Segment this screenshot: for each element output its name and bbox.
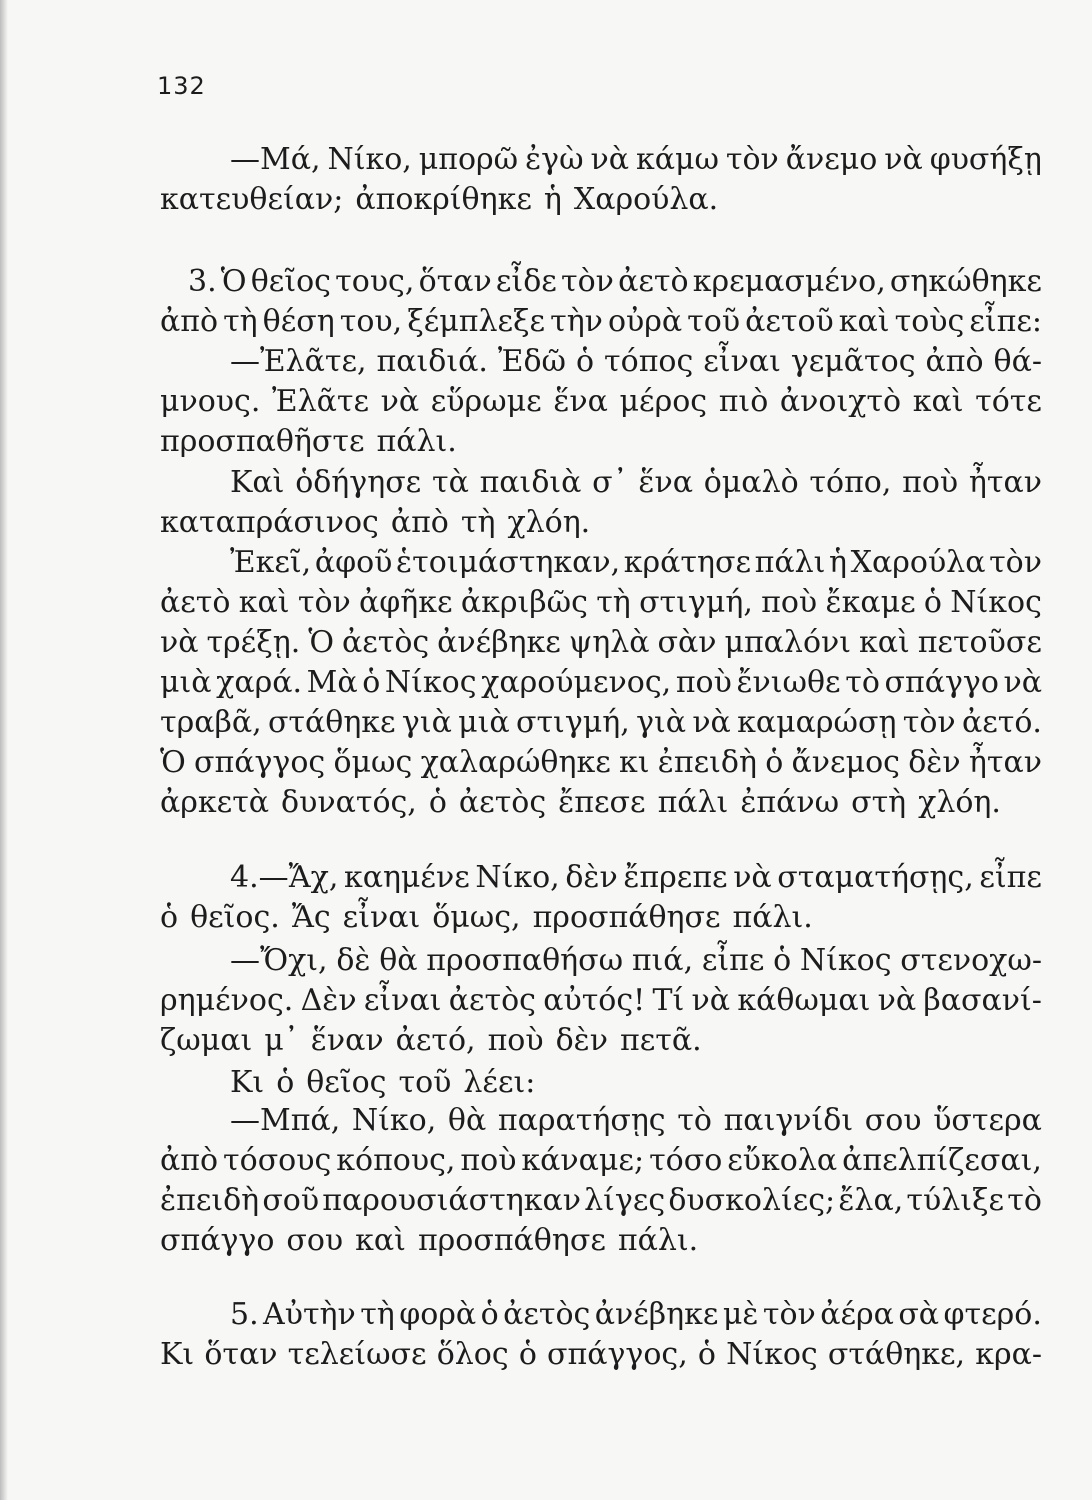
text-line: ἀρκετὰ δυνατός, ὁ ἀετὸς ἔπεσε πάλι ἐπάνω στὴ χλόη. <box>160 785 1001 820</box>
text-line: ἐπειδὴ σοῦ παρουσιάστηκαν λίγες δυσκολίες; ἔλα, τύλιξε τὸ <box>160 1183 1042 1218</box>
text-line: Ὁ σπάγγος ὅμως χαλαρώθηκε κι ἐπειδὴ ὁ ἄνεμος δὲν ἦταν <box>160 745 1042 780</box>
text-line: 3. Ὁ θεῖος τους, ὅταν εἶδε τὸν ἀετὸ κρεμασμένο, σηκώθηκε <box>188 264 1042 299</box>
text-line: 5. Αὐτὴν τὴ φορὰ ὁ ἀετὸς ἀνέβηκε μὲ τὸν ἀέρα σὰ φτερό. <box>230 1297 1042 1332</box>
page-number: 132 <box>157 72 206 100</box>
text-line: —Ἐλᾶτε, παιδιά. Ἐδῶ ὁ τόπος εἶναι γεμᾶτος ἀπὸ θά- <box>230 344 1042 379</box>
text-line: νὰ τρέξῃ. Ὁ ἀετὸς ἀνέβηκε ψηλὰ σὰν μπαλόνι καὶ πετοῦσε <box>160 625 1042 660</box>
paragraph-p9 <box>160 1295 1042 1375</box>
text-line: —Ὄχι, δὲ θὰ προσπαθήσω πιά, εἶπε ὁ Νίκος στενοχω- <box>230 943 1042 978</box>
text-line: ἀπὸ τόσους κόπους, ποὺ κάναμε; τόσο εὔκολα ἀπελπίζεσαι, <box>160 1143 1042 1178</box>
text-line: —Μπά, Νίκο, θὰ παρατήσῃς τὸ παιγνίδι σου ὕστερα <box>230 1103 1042 1138</box>
text-line: Κι ὁ θεῖος τοῦ λέει: <box>230 1065 536 1100</box>
text-line: 4.—Ἄχ, καημένε Νίκο, δὲν ἔπρεπε νὰ σταματήσῃς, εἶπε <box>230 860 1042 895</box>
paragraph-p3 <box>160 463 1042 543</box>
paragraph-p1 <box>160 140 1042 220</box>
text-line: ἀετὸ καὶ τὸν ἀφῆκε ἀκριβῶς τὴ στιγμή, ποὺ ἔκαμε ὁ Νίκος <box>160 585 1042 620</box>
text-line: τραβᾶ, στάθηκε γιὰ μιὰ στιγμή, γιὰ νὰ καμαρώσῃ τὸν ἀετό. <box>160 705 1042 740</box>
text-line: Καὶ ὁδήγησε τὰ παιδιὰ σ᾽ ἕνα ὁμαλὸ τόπο, ποὺ ἦταν <box>230 465 1042 500</box>
text-line: σπάγγο σου καὶ προσπάθησε πάλι. <box>160 1223 699 1258</box>
paragraph-p2 <box>160 262 1042 462</box>
paragraph-p6 <box>160 941 1042 1061</box>
paragraph-p7 <box>160 1063 1042 1103</box>
text-line: —Μά, Νίκο, μπορῶ ἐγὼ νὰ κάμω τὸν ἄνεμο νὰ φυσήξῃ <box>230 142 1042 177</box>
text-line: μνους. Ἐλᾶτε νὰ εὕρωμε ἕνα μέρος πιὸ ἀνοιχτὸ καὶ τότε <box>160 384 1042 419</box>
text-line: Ἐκεῖ, ἀφοῦ ἑτοιμάστηκαν, κράτησε πάλι ἡ Χαρούλα τὸν <box>230 545 1042 580</box>
text-line: προσπαθῆστε πάλι. <box>160 424 457 459</box>
text-line: ζωμαι μ᾽ ἕναν ἀετό, ποὺ δὲν πετᾶ. <box>160 1023 702 1058</box>
paragraph-p8 <box>160 1101 1042 1261</box>
paragraph-p5 <box>160 858 1042 938</box>
text-line: ρημένος. Δὲν εἶναι ἀετὸς αὐτός! Τί νὰ κάθωμαι νὰ βασανί- <box>160 983 1042 1018</box>
text-line: κατευθείαν; ἀποκρίθηκε ἡ Χαρούλα. <box>160 182 719 217</box>
text-line: ὁ θεῖος. Ἄς εἶναι ὅμως, προσπάθησε πάλι. <box>160 900 813 935</box>
text-line: ἀπὸ τὴ θέση του, ξέμπλεξε τὴν οὐρὰ τοῦ ἀετοῦ καὶ τοὺς εἶπε: <box>160 304 1042 339</box>
text-line: καταπράσινος ἀπὸ τὴ χλόη. <box>160 505 591 540</box>
page-edge-shadow <box>0 0 8 1500</box>
text-line: Κι ὅταν τελείωσε ὅλος ὁ σπάγγος, ὁ Νίκος στάθηκε, κρα- <box>160 1337 1042 1372</box>
paragraph-p4 <box>160 543 1042 823</box>
text-line: μιὰ χαρά. Μὰ ὁ Νίκος χαρούμενος, ποὺ ἔνιωθε τὸ σπάγγο νὰ <box>160 665 1042 700</box>
